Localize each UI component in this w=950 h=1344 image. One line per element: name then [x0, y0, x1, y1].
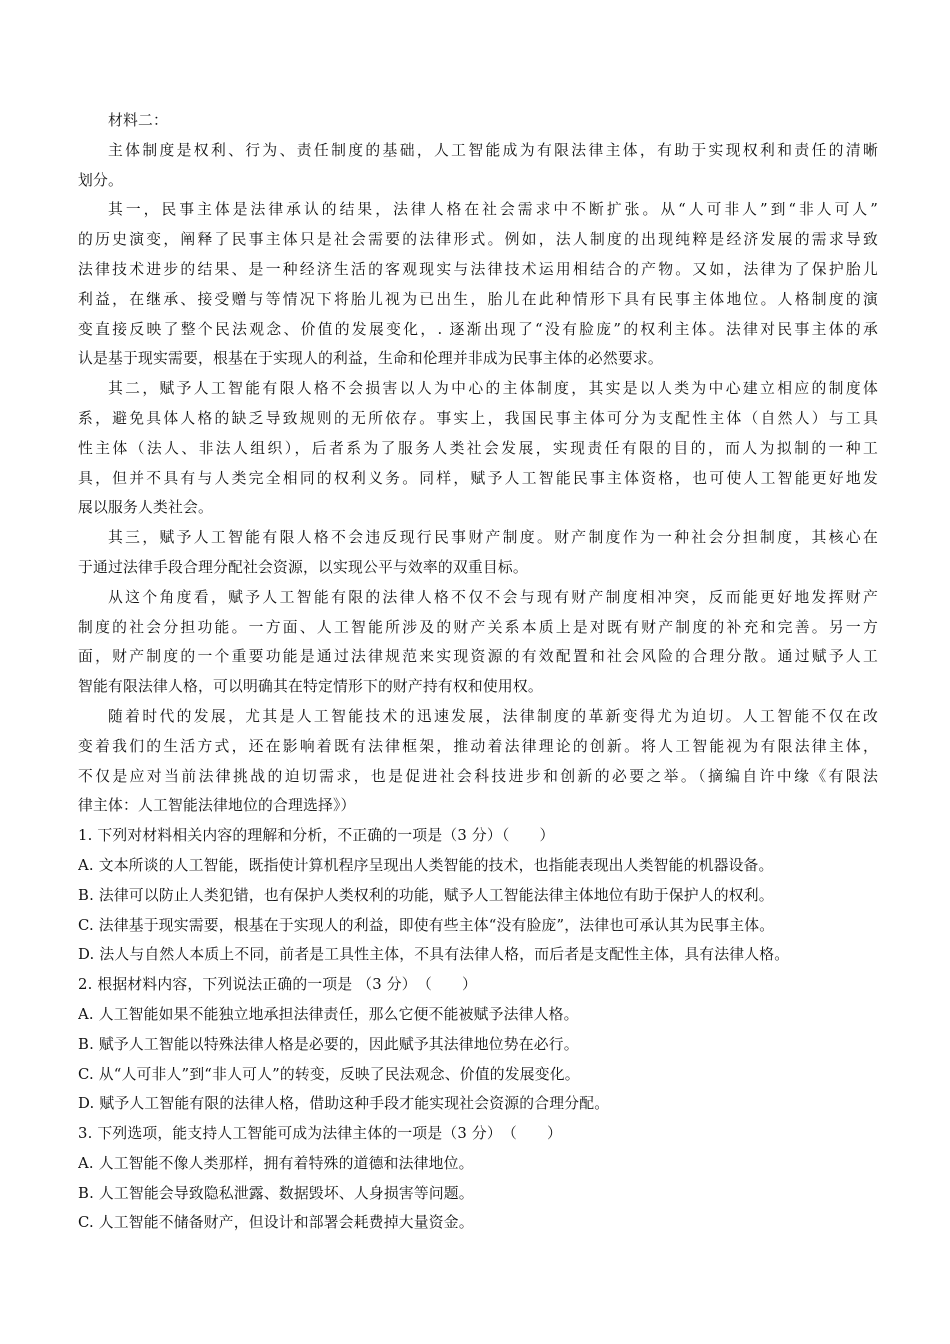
para1-line: 法律技术进步的结果、是一种经济生活的客观现实与法律技术运用相结合的产物。又如，法律为了保护胎儿: [78, 260, 878, 278]
para5-line: 不仅是应对当前法律挑战的迫切需求，也是促进社会科技进步和创新的必要之举。（摘编自许中缘《有限法: [78, 767, 878, 785]
para1-line: 的历史演变，阐释了民事主体只是社会需要的法律形式。例如，法人制度的出现纯粹是经济发展的需求导致: [78, 231, 878, 249]
para2-line: 展以服务人类社会。: [78, 499, 213, 517]
intro-line: 主体制度是权利、行为、责任制度的基础，人工智能成为有限法律主体，有助于实现权利和责任的清晰: [108, 141, 878, 159]
question-2-stem: 2. 根据材料内容，下列说法正确的一项是 （3 分） （ ）: [78, 976, 477, 994]
question-3-option-b[interactable]: B. 人工智能会导致隐私泄露、数据毁坏、人身损害等问题。: [78, 1184, 474, 1202]
para2-line: 性主体（法人、非法人组织），后者系为了服务人类社会发展，实现责任有限的目的，而人为拟制的一种工: [78, 439, 878, 457]
para4-line: 制度的社会分担功能。一方面、人工智能所涉及的财产关系本质上是对既有财产制度的补充和完善。另一方: [78, 618, 878, 636]
question-2-option-b[interactable]: B. 赋予人工智能以特殊法律人格是必要的，因此赋予其法律地位势在必行。: [78, 1035, 579, 1053]
question-1-option-d[interactable]: D. 法人与自然人本质上不同，前者是工具性主体，不具有法律人格，而后者是支配性主体，具有法律人格。: [78, 946, 790, 964]
question-2-option-a[interactable]: A. 人工智能如果不能独立地承担法律责任，那么它便不能被赋予法律人格。: [78, 1005, 579, 1023]
para4-line: 从这个角度看，赋予人工智能有限的法律人格不仅不会与现有财产制度相冲突，反而能更好地发挥财产: [108, 588, 878, 606]
document-page: [78, 106, 878, 1238]
para5-line: 随着时代的发展，尤其是人工智能技术的迅速发展，法律制度的革新变得尤为迫切。人工智能不仅在改: [108, 707, 878, 725]
question-3-option-c[interactable]: C. 人工智能不储备财产，但设计和部署会耗费掉大量资金。: [78, 1214, 474, 1232]
para2-line: 系，避免具体人格的缺乏导致规则的无所依存。事实上，我国民事主体可分为支配性主体（自然人）与工具: [78, 409, 878, 427]
para4-line: 智能有限法律人格，可以明确其在特定情形下的财产持有权和使用权。: [78, 678, 543, 696]
material-heading: 材料二：: [108, 112, 168, 129]
para2-line: 其二，赋予人工智能有限人格不会损害以人为中心的主体制度，其实是以人类为中心建立相应的制度体: [108, 380, 878, 398]
para2-line: 具，但并不具有与人类完全相同的权利义务。同样，赋予人工智能民事主体资格，也可使人工智能更好地发: [78, 469, 878, 487]
para5-line: 变着我们的生活方式，还在影响着既有法律框架，推动着法律理论的创新。将人工智能视为有限法律主体，: [78, 737, 878, 755]
question-3-option-a[interactable]: A. 人工智能不像人类那样，拥有着特殊的道德和法律地位。: [78, 1154, 474, 1172]
question-1-stem: 1. 下列对材料相关内容的理解和分析，不正确的一项是（3 分）（ ）: [78, 827, 555, 845]
para1-line: 认是基于现实需要，根基在于实现人的利益，生命和伦理并非成为民事主体的必然要求。: [78, 350, 663, 368]
question-2-option-d[interactable]: D. 赋予人工智能有限的法律人格，借助这种手段才能实现社会资源的合理分配。: [78, 1095, 610, 1113]
question-2-option-c[interactable]: C. 从“人可非人”到“非人可人”的转变，反映了民法观念、价值的发展变化。: [78, 1065, 580, 1083]
question-3-stem: 3. 下列选项，能支持人工智能可成为法律主体的一项是（3 分） （ ）: [78, 1125, 563, 1143]
question-1-option-c[interactable]: C. 法律基于现实需要，根基在于实现人的利益，即使有些主体“没有脸庞”，法律也可承认其为民事主体。: [78, 916, 775, 934]
question-1-option-b[interactable]: B. 法律可以防止人类犯错，也有保护人类权利的功能，赋予人工智能法律主体地位有助于保护人的权利。: [78, 886, 774, 904]
para4-line: 面，财产制度的一个重要功能是通过法律规范来实现资源的有效配置和社会风险的合理分散。通过赋予人工: [78, 648, 878, 666]
para3-line: 于通过法律手段合理分配社会资源，以实现公平与效率的双重目标。: [78, 558, 528, 576]
intro-line: 划分。: [78, 171, 123, 189]
para5-line: 律主体：人工智能法律地位的合理选择》）: [78, 797, 356, 815]
para1-line: 变直接反映了整个民法观念、价值的发展变化，. 逐渐出现了“没有脸庞”的权利主体。法律对民事主体的承: [78, 320, 878, 338]
para1-line: 其一，民事主体是法律承认的结果，法律人格在社会需求中不断扩张。从“人可非人”到“非人可人”: [108, 201, 878, 219]
question-1-option-a[interactable]: A. 文本所谈的人工智能，既指使计算机程序呈现出人类智能的技术，也指能表现出人类智能的机器设备。: [78, 856, 774, 874]
para3-line: 其三，赋予人工智能有限人格不会违反现行民事财产制度。财产制度作为一种社会分担制度，其核心在: [108, 529, 878, 547]
para1-line: 利益，在继承、接受赠与等情况下将胎儿视为已出生，胎儿在此种情形下具有民事主体地位。人格制度的演: [78, 290, 878, 308]
